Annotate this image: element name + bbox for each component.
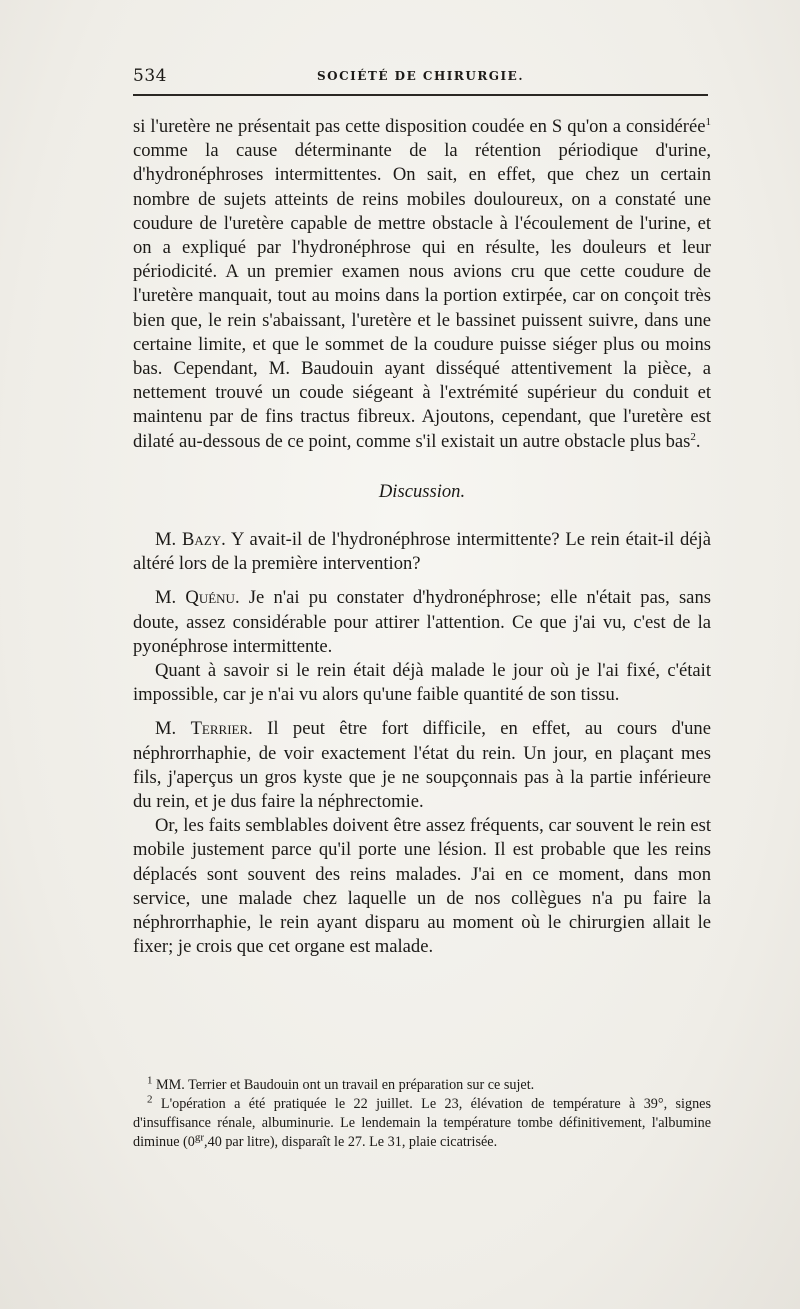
speaker-name: Quénu [185, 587, 235, 609]
footnote-1: $^1$ MM. Terrier et Baudouin ont un travail en préparation sur ce sujet. [147, 1074, 535, 1093]
paragraph-continued: si l'uretère ne présentait pas cette disposition coudée en S qu'on a considérée$^1$ comme la cause déterminante de la rétention périodique d'urine, d'hydronéphroses intermittentes. On sait, en effet, que chez un certain nombre de sujets atteints de reins mobiles douloureux, on a constaté une coudure de l'uretère capable de mettre obstacle à l'écoulement de l'urine, et on a expliqué par l'hydronéphrose qui en résulte, les douleurs et leur périodicité. A un premier examen nous avions cru que cette coudure de l'uretère manquait, tout au moins dans la portion extirpée, car on conçoit très bien que, le rein s'abaissant, l'uretère et le bassinet puissent suivre, dans une certaine limite, et que le sommet de la coudure puisse siéger plus ou moins bas. Cependant, M. Baudouin ayant disséqué attentivement la pièce, a nettement trouvé un coude siégeant à l'extrémité supérieur du conduit et maintenu par de fins tractus fibreux. Ajoutons, cependant, que l'uretère est dilaté au-dessous de ce point, comme s'il existait un autre obstacle plus bas$^2$. [133, 115, 711, 452]
speaker-name: Bazy [182, 529, 222, 551]
paragraph-quenu: M. Quénu. Je n'ai pu constater d'hydronéphrose; elle n'était pas, sans doute, assez considérable pour attirer l'attention. Ce que j'ai vu, c'est de la pyonéphrose intermittente. [133, 587, 711, 657]
paragraph-quenu-2: Quant à savoir si le rein était déjà malade le jour où je l'ai fixé, c'était impossible, car je n'ai vu alors qu'une faible quantité de son tissu. [133, 660, 711, 706]
discussion-heading: Discussion. [378, 480, 466, 502]
footnote-ref-2: 2 [690, 430, 696, 443]
footnote-ref-1: 1 [705, 115, 711, 128]
paragraph-bazy: M. Bazy. Y avait-il de l'hydronéphrose intermittente? Le rein était-il déjà altéré lors de la première intervention? [133, 529, 711, 575]
paragraph-terrier-2: Or, les faits semblables doivent être assez fréquents, car souvent le rein est mobile justement parce qu'il porte une lésion. Il est probable que les reins déplacés sont souvent des reins malades. J'ai en ce moment, dans mon service, une malade chez laquelle un de nos collègues n'a pu faire la néphrorrhaphie, le rein ayant disparu au moment où le chirurgien allait le fixer; je crois que cet organe est malade. [133, 815, 711, 958]
body-text [133, 115, 711, 960]
speaker-name: Terrier [190, 718, 249, 740]
running-head: SOCIÉTÉ DE CHIRURGIE. [316, 69, 524, 83]
page-number: 534 [133, 66, 167, 86]
footnote-2: $^2$ L'opération a été pratiquée le 22 juillet. Le 23, élévation de température à 39°, signes d'insuffisance rénale, albuminurie. Le lendemain la température tombe définitivement, l'albumine diminue ($0^{gr},40$ par litre), disparaît le 27. Le 31, plaie cicatrisée. [133, 1093, 711, 1150]
paragraph-terrier: M. Terrier. Il peut être fort difficile, en effet, au cours d'une néphrorrhaphie, de voir exactement l'état du rein. Un jour, en plaçant mes fils, j'aperçus un gros kyste que je ne soupçonnais pas à la partie inférieure du rein, et je dus faire la néphrectomie. [133, 718, 711, 813]
page-header [133, 62, 708, 96]
footnotes [133, 1076, 711, 1152]
